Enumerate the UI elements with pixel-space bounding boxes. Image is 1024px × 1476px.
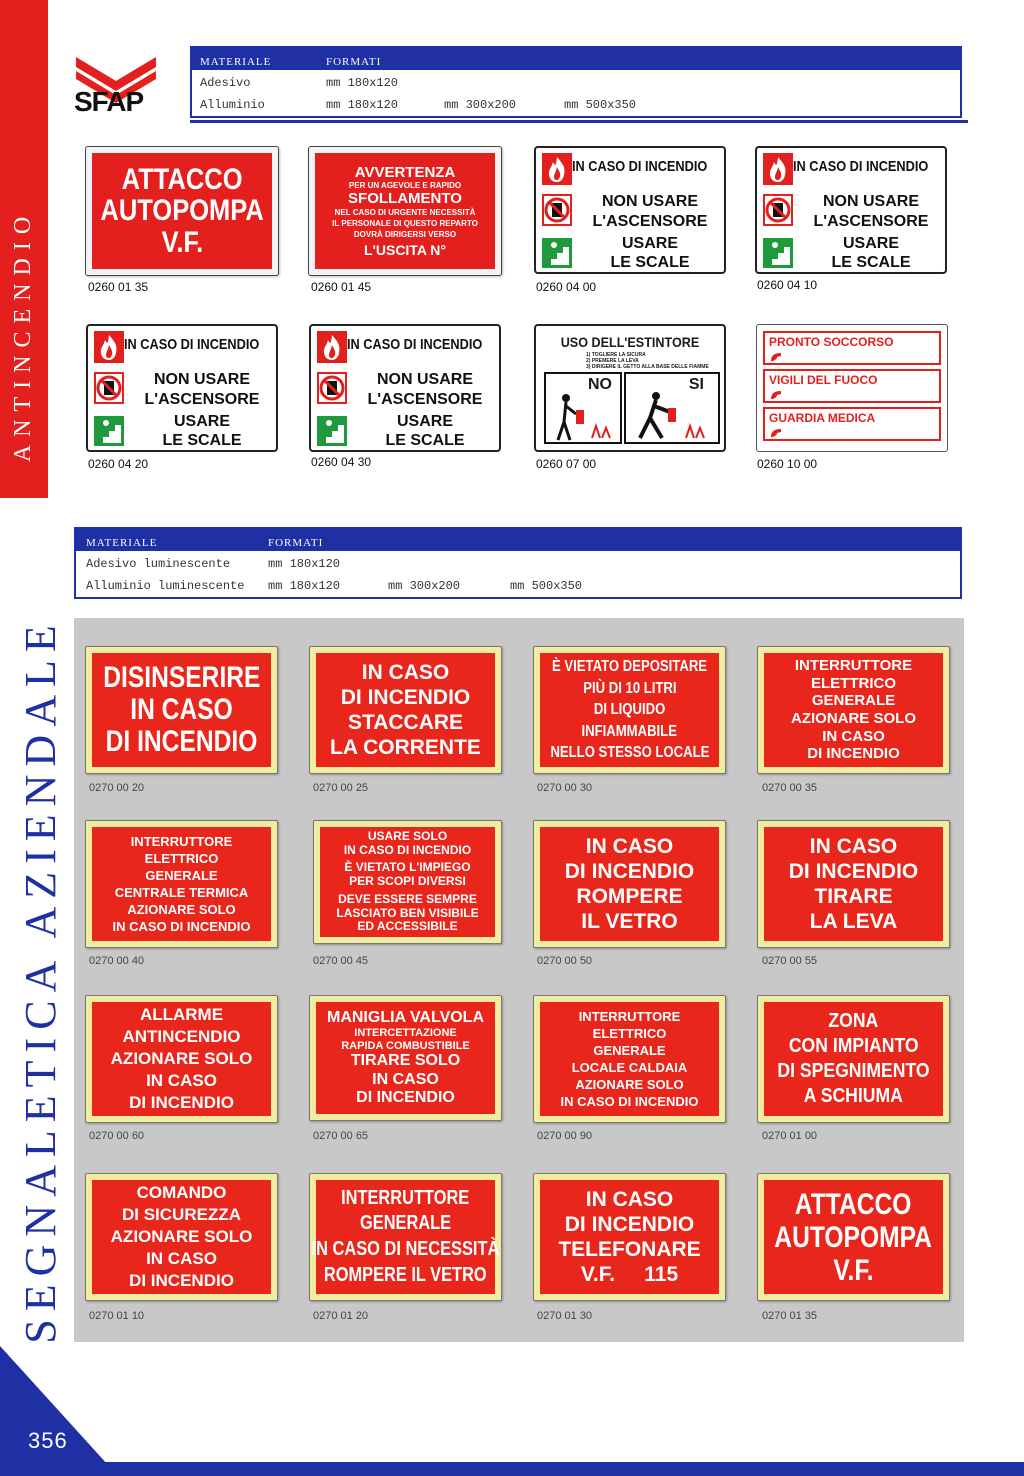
field-label: GUARDIA MEDICA <box>769 411 876 425</box>
sign-panel <box>92 1180 271 1294</box>
sign-line: NON USARE <box>153 371 250 388</box>
sign-line: LA LEVA <box>809 910 898 934</box>
sign-line: IN CASO <box>146 1071 217 1091</box>
sign-line: IN CASO <box>361 660 450 684</box>
sign-tirare-leva <box>757 820 950 948</box>
sign-line: AZIONARE SOLO <box>790 710 916 727</box>
sign-line: AZIONARE SOLO <box>127 902 236 918</box>
category-label: ANTINCENDIO <box>10 208 37 462</box>
sign-line: IN CASO DI NECESSITÀ <box>311 1238 500 1260</box>
sign-line: DI LIQUIDO <box>593 701 666 719</box>
product-code: 0270 00 40 <box>89 955 145 967</box>
sign-attacco-autopompa <box>85 146 279 276</box>
panel-no <box>544 372 622 444</box>
sign-title: IN CASO DI INCENDIO <box>347 336 483 353</box>
sign-line: LE SCALE <box>162 432 242 449</box>
product-code: 0270 01 00 <box>762 1130 818 1142</box>
sign-line: DISINSERIRE <box>102 661 261 695</box>
sign-line: PIÙ DI 10 LITRI <box>582 679 677 697</box>
product-code: 0260 04 00 <box>536 280 597 294</box>
sign-title: IN CASO DI INCENDIO <box>124 336 260 353</box>
sign-line: V.F. <box>161 225 203 259</box>
stairs-icon <box>542 238 572 268</box>
sign-panel <box>764 1180 943 1294</box>
sign-line: GENERALE <box>593 1042 666 1058</box>
sign-line: MANIGLIA VALVOLA <box>326 1008 485 1026</box>
sign-line: NEL CASO DI URGENTE NECESSITÀ <box>334 207 476 217</box>
sign-line: DI SPEGNIMENTO <box>777 1060 930 1082</box>
sign-line: COMANDO <box>136 1182 227 1202</box>
sign-title: IN CASO DI INCENDIO <box>572 158 708 175</box>
sign-line: LA CORRENTE <box>330 736 481 760</box>
product-code: 0260 04 20 <box>88 457 149 471</box>
sign-usare-solo <box>313 820 502 944</box>
sign-line: LOCALE CALDAIA <box>571 1060 688 1075</box>
sign-line: IN CASO <box>146 1249 217 1269</box>
sign-line: TIRARE SOLO <box>350 1052 461 1070</box>
sign-line: IL PERSONALE DI QUESTO REPARTO <box>332 218 478 228</box>
sign-centrale-termica <box>85 820 278 948</box>
sign-line: USARE <box>842 235 899 252</box>
sign-allarme-antincendio <box>85 995 278 1123</box>
sign-step: 2) PREMERE LA LEVA <box>586 358 639 364</box>
sign-line: AUTOPOMPA <box>774 1220 933 1254</box>
sign-vietato-depositare <box>533 646 726 774</box>
sign-line: NELLO STESSO LOCALE <box>550 744 709 762</box>
spec-header-formats: FORMATI <box>326 56 382 68</box>
sign-zona-schiuma <box>757 995 950 1123</box>
sign-line: V.F. <box>833 1253 874 1287</box>
spec-material: Alluminio <box>200 98 265 112</box>
spec-header-material: MATERIALE <box>86 537 158 549</box>
product-code: 0260 07 00 <box>536 457 597 471</box>
sign-line: AVVERTENZA <box>354 163 456 181</box>
fire-icon <box>763 153 793 185</box>
sign-line: DI INCENDIO <box>356 1089 455 1107</box>
phone-icon <box>769 427 783 439</box>
field-box <box>763 331 941 365</box>
logo-text: SFAP <box>74 86 144 117</box>
product-code: 0270 00 45 <box>313 955 369 967</box>
sign-line: IL VETRO <box>581 910 678 934</box>
product-code: 0260 04 10 <box>757 278 818 292</box>
sign-line: PER UN AGEVOLE E RAPIDO <box>348 181 462 191</box>
sign-line: A SCHIUMA <box>803 1084 904 1107</box>
sign-line: ELETTRICO <box>592 1025 667 1041</box>
product-code: 0270 01 20 <box>313 1310 369 1322</box>
sign-line: INTERRUTTORE <box>341 1186 470 1209</box>
field-label: VIGILI DEL FUOCO <box>769 373 878 387</box>
extinguisher-wrong-icon <box>546 392 620 444</box>
spec-header <box>76 529 960 551</box>
sign-line: AUTOPOMPA <box>100 194 264 228</box>
sign-line: USARE <box>621 235 678 252</box>
field-box <box>763 407 941 441</box>
spec-material: Alluminio luminescente <box>86 579 245 593</box>
sign-line: L'ASCENSORE <box>813 213 929 230</box>
sign-line: DI SICUREZZA <box>122 1204 241 1224</box>
sign-panel <box>316 653 495 767</box>
sign-line: USARE <box>173 413 230 430</box>
sign-line: IN CASO <box>822 727 885 745</box>
product-code: 0270 00 90 <box>537 1130 593 1142</box>
no-elevator-icon <box>542 194 572 226</box>
sign-line: NON USARE <box>822 193 919 210</box>
spec-row <box>192 76 960 96</box>
sign-line: DI INCENDIO <box>788 859 919 883</box>
sign-line: STACCARE <box>347 711 464 734</box>
sign-panel <box>540 1180 719 1294</box>
spec-material: Adesivo luminescente <box>86 557 231 571</box>
sign-panel <box>92 1002 271 1116</box>
sign-uso-estintore <box>534 324 726 452</box>
sign-line: È VIETATO L'IMPIEGO <box>344 860 471 875</box>
product-code: 0260 04 30 <box>311 455 372 469</box>
sign-interruttore-generale <box>757 646 950 774</box>
sign-panel <box>316 1002 495 1114</box>
sign-line: ELETTRICO <box>144 850 219 866</box>
no-elevator-icon <box>94 372 124 404</box>
sign-panel <box>764 653 943 767</box>
spec-row <box>76 557 960 577</box>
sign-line: DI INCENDIO <box>129 1093 234 1113</box>
sign-panel <box>540 1002 719 1116</box>
fire-icon <box>317 331 347 363</box>
sign-line: DI INCENDIO <box>807 745 900 763</box>
spec-row <box>76 579 960 599</box>
sign-line: L'ASCENSORE <box>592 213 708 230</box>
product-code: 0270 01 35 <box>762 1310 818 1322</box>
spec-table-top <box>190 46 962 118</box>
sign-in-caso-di-incendio <box>755 146 947 274</box>
spec-row <box>192 98 960 118</box>
product-code: 0270 00 55 <box>762 955 818 967</box>
sign-line: AZIONARE SOLO <box>575 1077 684 1093</box>
spec-format: mm 300x200 <box>388 579 461 593</box>
fire-icon <box>542 153 572 185</box>
product-code: 0270 00 25 <box>313 782 369 794</box>
sign-line: LASCIATO BEN VISIBILE <box>336 905 479 920</box>
spec-format: mm 180x120 <box>326 98 399 112</box>
spec-format: mm 180x120 <box>268 579 341 593</box>
sign-line: USARE <box>396 413 453 430</box>
sign-line: TIRARE <box>814 885 893 908</box>
no-elevator-icon <box>317 372 347 404</box>
sign-line: NON USARE <box>376 371 473 388</box>
product-code: 0270 01 30 <box>537 1310 593 1322</box>
sign-line: GENERALE <box>359 1212 452 1235</box>
spec-header-formats: FORMATI <box>268 537 324 549</box>
spec-format: mm 300x200 <box>444 98 517 112</box>
spec-format: mm 500x350 <box>564 98 637 112</box>
sign-line: IN CASO <box>585 1187 674 1211</box>
sign-line: ROMPERE <box>576 885 683 908</box>
stairs-icon <box>94 416 124 446</box>
product-code: 0270 00 35 <box>762 782 818 794</box>
fire-icon <box>94 331 124 363</box>
field-label: PRONTO SOCCORSO <box>769 335 894 349</box>
sign-line: DI INCENDIO <box>340 685 471 709</box>
sign-numeri-emergenza <box>756 324 948 452</box>
sign-line: ELETTRICO <box>811 674 896 692</box>
sign-panel <box>764 827 943 941</box>
sign-line: LE SCALE <box>385 432 465 449</box>
sign-panel <box>764 1002 943 1116</box>
sign-line: IN CASO DI INCENDIO <box>112 919 251 935</box>
sign-line: CON IMPIANTO <box>788 1035 919 1058</box>
sign-line: L'ASCENSORE <box>367 391 483 408</box>
sign-line: LE SCALE <box>831 254 911 271</box>
sign-in-caso-di-incendio <box>86 324 278 452</box>
sign-line: CENTRALE TERMICA <box>114 885 249 900</box>
sign-line: DI INCENDIO <box>564 859 695 883</box>
sign-line: INTERRUTTORE <box>130 833 233 849</box>
sign-line: IN CASO DI INCENDIO <box>560 1094 699 1110</box>
sign-panel <box>92 827 271 941</box>
sign-line: GENERALE <box>145 867 218 883</box>
sign-line: DOVRÀ DIRIGERSI VERSO <box>353 230 457 240</box>
product-code: 0270 00 50 <box>537 955 593 967</box>
sign-panel <box>540 653 719 767</box>
product-code: 0270 00 30 <box>537 782 593 794</box>
sign-line: ZONA <box>828 1010 879 1033</box>
sign-avvertenza <box>308 146 502 276</box>
sign-line: L'USCITA N° <box>363 241 447 258</box>
product-code: 0260 10 00 <box>757 457 818 471</box>
sign-line: AZIONARE SOLO <box>110 1048 253 1068</box>
extinguisher-correct-icon <box>626 392 718 444</box>
sign-disinserire <box>85 646 278 774</box>
sign-line: AZIONARE SOLO <box>110 1226 253 1246</box>
phone-icon <box>769 351 783 363</box>
sign-panel <box>92 653 271 767</box>
sign-line: SFOLLAMENTO <box>348 189 462 207</box>
sign-line: IN CASO <box>130 693 233 727</box>
divider <box>190 120 968 123</box>
sign-telefonare-vf <box>533 1173 726 1301</box>
sign-line: TELEFONARE <box>558 1238 701 1261</box>
sign-line: NON USARE <box>601 193 698 210</box>
sign-line: ATTACCO <box>121 162 243 196</box>
sign-line: INTERRUTTORE <box>578 1008 681 1024</box>
sign-line: L'ASCENSORE <box>144 391 260 408</box>
bottom-bar <box>0 1462 1024 1476</box>
sign-panel <box>315 153 495 269</box>
sign-line: GENERALE <box>811 692 896 710</box>
field-box <box>763 369 941 403</box>
product-code: 0270 01 10 <box>89 1310 145 1322</box>
sign-maniglia-valvola <box>309 995 502 1121</box>
sign-line: USARE SOLO <box>367 828 448 843</box>
section-title: SEGNALETICA AZIENDALE <box>15 616 65 1344</box>
spec-format: mm 180x120 <box>326 76 399 90</box>
sign-title: USO DELL'ESTINTORE <box>560 334 700 350</box>
sign-line: V.F. 115 <box>580 1263 679 1287</box>
sign-line: IN CASO DI INCENDIO <box>343 842 472 857</box>
panel-si <box>624 372 720 444</box>
sign-comando-sicurezza <box>85 1173 278 1301</box>
sign-line: INTERCETTAZIONE <box>354 1026 457 1039</box>
spec-table-bottom <box>74 527 962 599</box>
stairs-icon <box>317 416 347 446</box>
sign-line: ROMPERE IL VETRO <box>324 1263 487 1286</box>
corner-decoration <box>0 1346 118 1476</box>
stairs-icon <box>763 238 793 268</box>
sign-interruttore-rompere-vetro <box>309 1173 502 1301</box>
sign-step: 1) TOGLIERE LA SICURA <box>586 352 646 358</box>
sign-line: IN CASO <box>372 1070 439 1088</box>
product-code: 0270 00 60 <box>89 1130 145 1142</box>
page-number: 356 <box>28 1428 68 1453</box>
spec-material: Adesivo <box>200 76 251 90</box>
sign-title: IN CASO DI INCENDIO <box>793 158 929 175</box>
sign-staccare-corrente <box>309 646 502 774</box>
sign-line: ED ACCESSIBILE <box>357 919 458 934</box>
sign-panel <box>92 153 272 269</box>
sign-rompere-vetro <box>533 820 726 948</box>
spec-header-material: MATERIALE <box>200 56 272 68</box>
phone-icon <box>769 389 783 401</box>
sign-locale-caldaia <box>533 995 726 1123</box>
sign-line: DI INCENDIO <box>129 1271 234 1291</box>
spec-header <box>192 48 960 70</box>
si-label: SI <box>688 376 704 393</box>
sign-line: È VIETATO DEPOSITARE <box>551 658 708 676</box>
sign-line: RAPIDA COMBUSTIBILE <box>341 1039 470 1052</box>
sign-panel <box>311 1180 500 1294</box>
sign-line: LE SCALE <box>610 254 690 271</box>
sign-in-caso-di-incendio <box>309 324 501 452</box>
sign-line: ALLARME <box>139 1004 224 1024</box>
product-code: 0260 01 45 <box>311 280 372 294</box>
sign-line: DI INCENDIO <box>564 1212 695 1236</box>
no-elevator-icon <box>763 194 793 226</box>
sign-line: INFIAMMABILE <box>581 722 678 740</box>
sign-line: DEVE ESSERE SEMPRE <box>338 891 477 906</box>
sign-line: IN CASO <box>585 834 674 858</box>
sign-line: ATTACCO <box>795 1187 912 1221</box>
sign-panel <box>320 827 495 937</box>
product-code: 0260 01 35 <box>88 280 149 294</box>
sign-line: ANTINCENDIO <box>122 1026 241 1046</box>
sign-line: INTERRUTTORE <box>794 656 913 674</box>
sign-line: DI INCENDIO <box>105 724 258 758</box>
product-code: 0270 00 65 <box>313 1130 369 1142</box>
spec-format: mm 500x350 <box>510 579 583 593</box>
product-code: 0270 00 20 <box>89 782 145 794</box>
sign-panel <box>540 827 719 941</box>
spec-format: mm 180x120 <box>268 557 341 571</box>
sign-in-caso-di-incendio <box>534 146 726 274</box>
sign-line: PER SCOPI DIVERSI <box>349 874 466 889</box>
sign-step: 3) DIRIGERE IL GETTO ALLA BASE DELLE FIAMME <box>586 364 709 370</box>
sign-line: IN CASO <box>809 834 898 858</box>
sign-attacco-autopompa-lum <box>757 1173 950 1301</box>
no-label: NO <box>588 376 612 393</box>
